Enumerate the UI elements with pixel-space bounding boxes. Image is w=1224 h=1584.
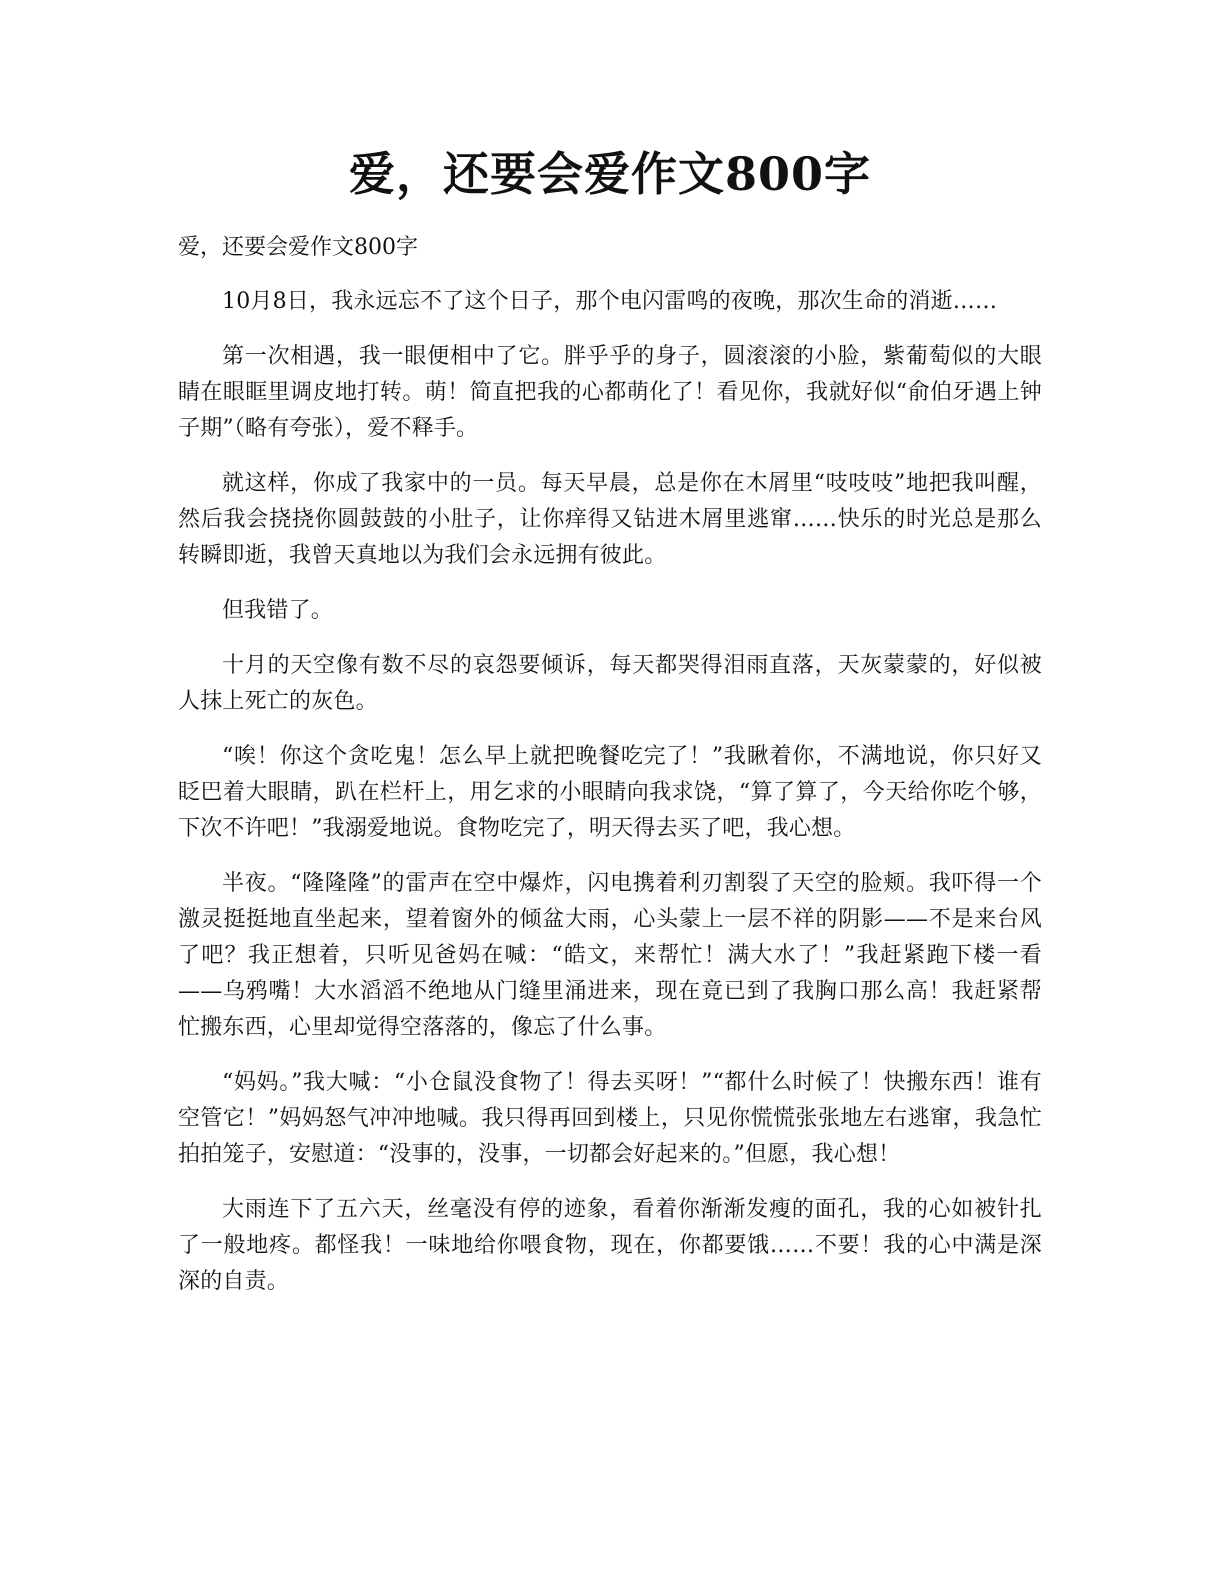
paragraph: “唉！你这个贪吃鬼！怎么早上就把晚餐吃完了！”我瞅着你，不满地说，你只好又眨巴着大眼睛，趴在栏杆上，用乞求的小眼睛向我求饶，“算了算了，今天给你吃个够，下次不许吧！”我溺爱地说。食物吃完了，明天得去买了吧，我心想。 — [178, 744, 1042, 841]
paragraph: 十月的天空像有数不尽的哀怨要倾诉，每天都哭得泪雨直落，天灰蒙蒙的，好似被人抹上死亡的灰色。 — [178, 653, 1042, 714]
document-title: 爱，还要会爱作文800字 — [348, 147, 872, 201]
paragraph: 10月8日，我永远忘不了这个日子，那个电闪雷鸣的夜晚，那次生命的消逝…… — [222, 289, 998, 314]
paragraph: “妈妈。”我大喊：“小仓鼠没食物了！得去买呀！”“都什么时候了！快搬东西！谁有空管它！”妈妈怒气冲冲地喊。我只得再回到楼上，只见你慌慌张张地左右逃窜，我急忙拍拍笼子，安慰道：“没事的，没事，一切都会好起来的。”但愿，我心想！ — [178, 1070, 1042, 1167]
paragraph: 第一次相遇，我一眼便相中了它。胖乎乎的身子，圆滚滚的小脸，紫葡萄似的大眼睛在眼眶里调皮地打转。萌！简直把我的心都萌化了！看见你，我就好似“俞伯牙遇上钟子期”（略有夸张），爱不释手。 — [178, 344, 1042, 441]
paragraph: 大雨连下了五六天，丝毫没有停的迹象，看着你渐渐发瘦的面孔，我的心如被针扎了一般地疼。都怪我！一味地给你喂食物，现在，你都要饿……不要！我的心中满是深深的自责。 — [178, 1197, 1042, 1294]
document-subtitle: 爱，还要会爱作文800字 — [178, 235, 418, 260]
paragraph: 但我错了。 — [222, 598, 334, 623]
paragraph: 就这样，你成了我家中的一员。每天早晨，总是你在木屑里“吱吱吱”地把我叫醒，然后我会挠挠你圆鼓鼓的小肚子，让你痒得又钻进木屑里逃窜……快乐的时光总是那么转瞬即逝，我曾天真地以为我们会永远拥有彼此。 — [178, 471, 1042, 568]
paragraph: 半夜。“隆隆隆”的雷声在空中爆炸，闪电携着利刃割裂了天空的脸颊。我吓得一个激灵挺挺地直坐起来，望着窗外的倾盆大雨，心头蒙上一层不祥的阴影——不是来台风了吧？我正想着，只听见爸妈在喊：“皓文，来帮忙！满大水了！”我赶紧跑下楼一看——乌鸦嘴！大水滔滔不绝地从门缝里涌进来，现在竟已到了我胸口那么高！我赶紧帮忙搬东西，心里却觉得空落落的，像忘了什么事。 — [178, 871, 1042, 1040]
